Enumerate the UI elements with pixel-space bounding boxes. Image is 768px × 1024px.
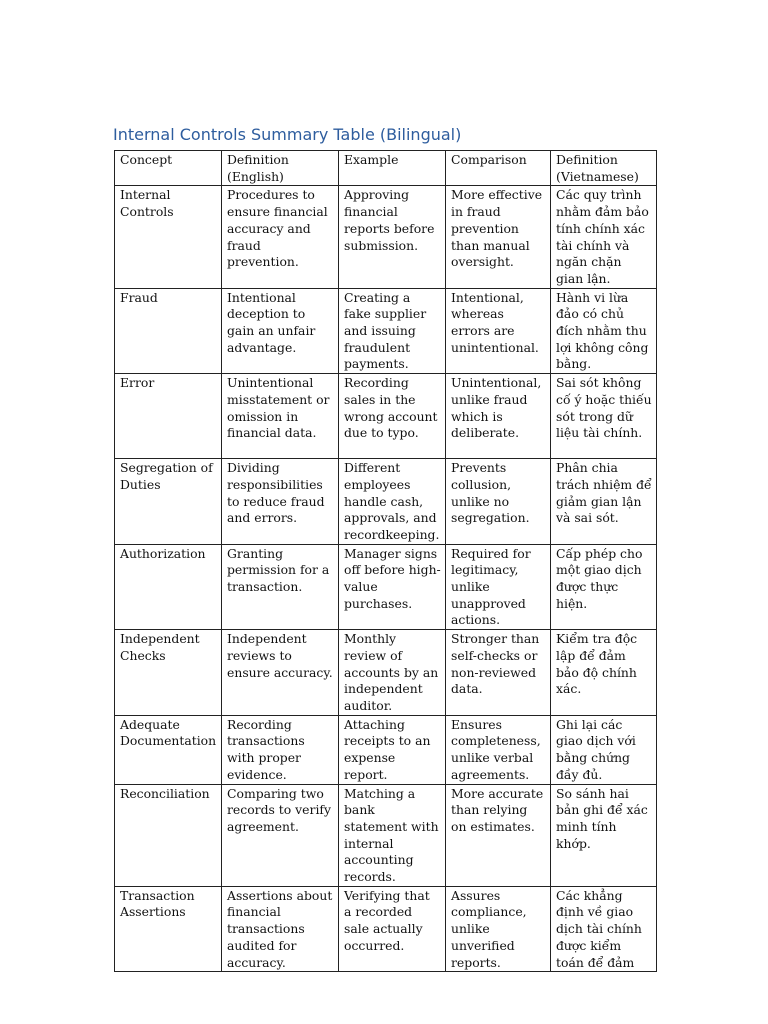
cell-definition-vietnamese: Các quy trình nhằm đảm bảo tính chính xác tài chính và ngăn chặn gian lận. xyxy=(551,186,657,288)
cell-comparison: Required for legitimacy, unlike unapproved actions. xyxy=(446,544,551,630)
cell-definition-english: Comparing two records to verify agreement. xyxy=(222,784,339,886)
cell-example: Approving financial reports before submission. xyxy=(339,186,446,288)
cell-concept: Transaction Assertions xyxy=(115,886,222,972)
cell-concept: Adequate Documentation xyxy=(115,715,222,784)
cell-example: Manager signs off before high-value purchases. xyxy=(339,544,446,630)
table-row xyxy=(115,544,657,630)
cell-definition-english: Intentional deception to gain an unfair advantage. xyxy=(222,288,339,374)
cell-definition-english: Unintentional misstatement or omission in financial data. xyxy=(222,374,339,459)
table-row xyxy=(115,715,657,784)
cell-concept: Independent Checks xyxy=(115,630,222,716)
table-row xyxy=(115,784,657,886)
table-row xyxy=(115,630,657,716)
table-row xyxy=(115,374,657,459)
cell-example: Attaching receipts to an expense report. xyxy=(339,715,446,784)
cell-definition-english: Dividing responsibilities to reduce fraud and errors. xyxy=(222,459,339,545)
table-row xyxy=(115,186,657,288)
cell-concept: Reconciliation xyxy=(115,784,222,886)
cell-example: Different employees handle cash, approvals, and recordkeeping. xyxy=(339,459,446,545)
table-row xyxy=(115,288,657,374)
cell-example: Recording sales in the wrong account due to typo. xyxy=(339,374,446,459)
cell-concept: Authorization xyxy=(115,544,222,630)
cell-definition-vietnamese: Hành vi lừa đảo có chủ đích nhằm thu lợi không công bằng. xyxy=(551,288,657,374)
cell-concept: Internal Controls xyxy=(115,186,222,288)
cell-concept: Fraud xyxy=(115,288,222,374)
cell-concept: Error xyxy=(115,374,222,459)
cell-comparison: More accurate than relying on estimates. xyxy=(446,784,551,886)
cell-example: Verifying that a recorded sale actually occurred. xyxy=(339,886,446,972)
cell-example: Creating a fake supplier and issuing fraudulent payments. xyxy=(339,288,446,374)
cell-definition-english: Recording transactions with proper evidence. xyxy=(222,715,339,784)
cell-concept: Segregation of Duties xyxy=(115,459,222,545)
cell-comparison: Intentional, whereas errors are unintentional. xyxy=(446,288,551,374)
table-header-row xyxy=(115,151,657,186)
column-header-comparison: Comparison xyxy=(446,151,551,186)
cell-definition-vietnamese: So sánh hai bản ghi để xác minh tính khớp. xyxy=(551,784,657,886)
summary-table xyxy=(114,150,657,972)
cell-definition-english: Independent reviews to ensure accuracy. xyxy=(222,630,339,716)
column-header-definition-english: Definition (English) xyxy=(222,151,339,186)
cell-definition-english: Granting permission for a transaction. xyxy=(222,544,339,630)
cell-definition-english: Procedures to ensure financial accuracy and fraud prevention. xyxy=(222,186,339,288)
cell-comparison: Assures compliance, unlike unverified reports. xyxy=(446,886,551,972)
column-header-example: Example xyxy=(339,151,446,186)
cell-definition-english: Assertions about financial transactions audited for accuracy. xyxy=(222,886,339,972)
table-row xyxy=(115,459,657,545)
cell-example: Monthly review of accounts by an independent auditor. xyxy=(339,630,446,716)
cell-definition-vietnamese: Kiểm tra độc lập để đảm bảo độ chính xác. xyxy=(551,630,657,716)
cell-definition-vietnamese: Phân chia trách nhiệm để giảm gian lận và sai sót. xyxy=(551,459,657,545)
column-header-definition-vietnamese: Definition (Vietnamese) xyxy=(551,151,657,186)
cell-definition-vietnamese: Các khẳng định về giao dịch tài chính được kiểm toán để đảm xyxy=(551,886,657,972)
page-title: Internal Controls Summary Table (Bilingual) xyxy=(113,125,462,144)
cell-definition-vietnamese: Cấp phép cho một giao dịch được thực hiện. xyxy=(551,544,657,630)
cell-comparison: Unintentional, unlike fraud which is deliberate. xyxy=(446,374,551,459)
cell-comparison: Prevents collusion, unlike no segregation. xyxy=(446,459,551,545)
cell-comparison: More effective in fraud prevention than manual oversight. xyxy=(446,186,551,288)
cell-comparison: Ensures completeness, unlike verbal agreements. xyxy=(446,715,551,784)
cell-definition-vietnamese: Ghi lại các giao dịch với bằng chứng đầy đủ. xyxy=(551,715,657,784)
table-row xyxy=(115,886,657,972)
cell-comparison: Stronger than self-checks or non-reviewed data. xyxy=(446,630,551,716)
cell-example: Matching a bank statement with internal accounting records. xyxy=(339,784,446,886)
column-header-concept: Concept xyxy=(115,151,222,186)
cell-definition-vietnamese: Sai sót không cố ý hoặc thiếu sót trong dữ liệu tài chính. xyxy=(551,374,657,459)
